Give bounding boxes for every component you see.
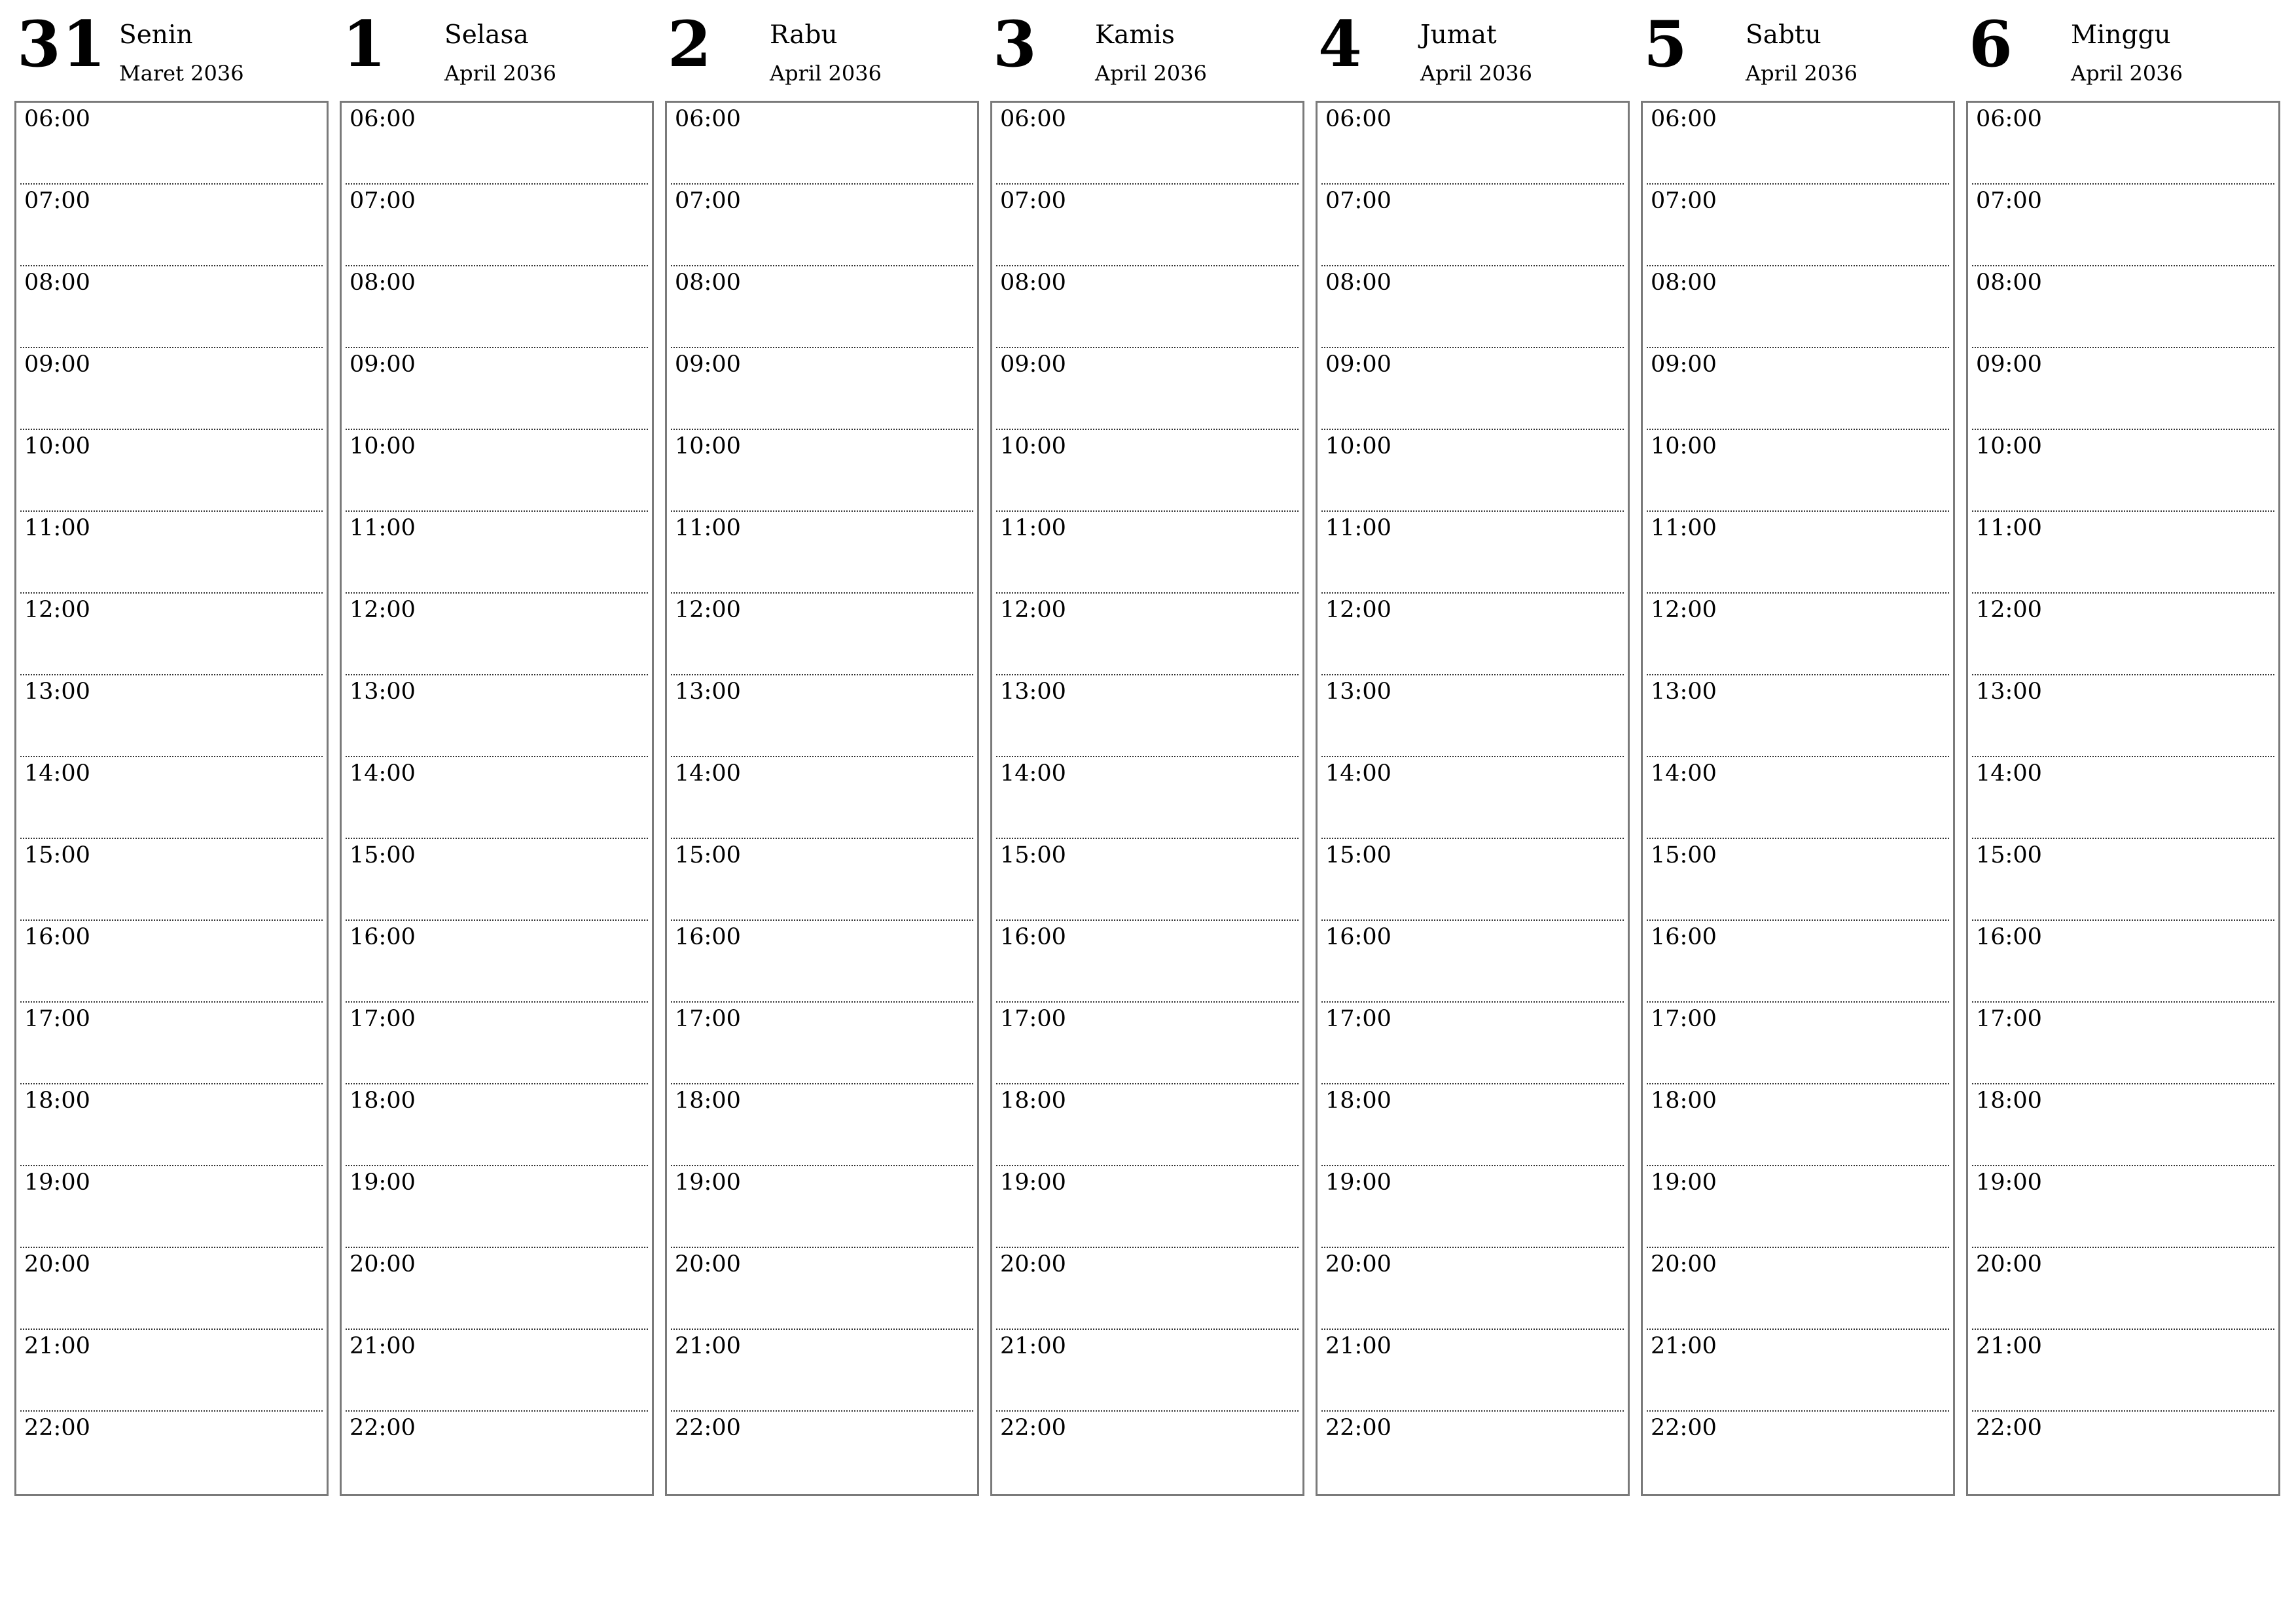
time-label: 22:00 <box>1976 1415 2042 1441</box>
time-slot <box>1647 1003 1949 1084</box>
time-label: 09:00 <box>675 351 741 378</box>
time-slot <box>1647 185 1949 266</box>
time-slot <box>996 921 1299 1003</box>
time-label: 19:00 <box>1325 1169 1391 1196</box>
time-slot <box>346 1330 648 1412</box>
time-slot <box>346 1003 648 1084</box>
weekly-planner <box>14 0 2287 1505</box>
month-year: April 2036 <box>1746 61 1857 86</box>
time-slot <box>346 1166 648 1248</box>
time-label: 18:00 <box>350 1088 416 1114</box>
time-slot <box>671 266 973 348</box>
time-slot <box>996 348 1299 430</box>
time-slot <box>1321 675 1624 757</box>
time-label: 17:00 <box>24 1006 90 1032</box>
time-slot <box>1321 1003 1624 1084</box>
day-column <box>1966 0 2279 1499</box>
time-slot <box>1647 921 1949 1003</box>
time-label: 07:00 <box>1000 188 1066 214</box>
time-slot <box>346 921 648 1003</box>
time-label: 16:00 <box>1651 924 1717 950</box>
time-slot <box>671 348 973 430</box>
time-slot <box>1321 1166 1624 1248</box>
time-slot <box>1321 430 1624 512</box>
month-year: April 2036 <box>444 61 556 86</box>
time-slot <box>20 757 323 839</box>
time-label: 08:00 <box>1651 270 1717 296</box>
time-slot <box>996 1330 1299 1412</box>
time-label: 16:00 <box>675 924 741 950</box>
time-slot <box>1972 348 2274 430</box>
time-label: 15:00 <box>1325 842 1391 868</box>
day-header <box>990 0 1303 98</box>
time-label: 11:00 <box>675 515 741 541</box>
time-label: 12:00 <box>675 597 741 623</box>
time-label: 07:00 <box>675 188 741 214</box>
day-number: 4 <box>1318 7 1363 81</box>
time-slot <box>20 1003 323 1084</box>
time-label: 06:00 <box>675 106 741 132</box>
time-label: 14:00 <box>1000 760 1066 787</box>
time-label: 06:00 <box>350 106 416 132</box>
month-year: April 2036 <box>1420 61 1532 86</box>
time-label: 21:00 <box>350 1333 416 1359</box>
time-slot <box>346 1248 648 1330</box>
time-slot <box>671 594 973 675</box>
time-slot <box>1972 757 2274 839</box>
time-label: 18:00 <box>675 1088 741 1114</box>
time-slot <box>1321 1084 1624 1166</box>
day-schedule-box <box>665 101 979 1496</box>
time-slot <box>1321 348 1624 430</box>
time-label: 21:00 <box>1325 1333 1391 1359</box>
time-label: 08:00 <box>350 270 416 296</box>
time-label: 17:00 <box>675 1006 741 1032</box>
time-slot <box>346 757 648 839</box>
time-label: 10:00 <box>350 433 416 459</box>
day-name: Minggu <box>2071 20 2171 50</box>
time-slot <box>671 757 973 839</box>
time-label: 13:00 <box>1976 679 2042 705</box>
time-label: 13:00 <box>24 679 90 705</box>
time-label: 18:00 <box>1651 1088 1717 1114</box>
time-label: 20:00 <box>1976 1251 2042 1277</box>
time-slot <box>996 103 1299 185</box>
time-label: 08:00 <box>1000 270 1066 296</box>
time-slot <box>1972 1330 2274 1412</box>
time-label: 18:00 <box>24 1088 90 1114</box>
time-slot <box>1321 757 1624 839</box>
time-label: 08:00 <box>1976 270 2042 296</box>
day-header <box>1316 0 1628 98</box>
day-column <box>990 0 1303 1499</box>
time-label: 07:00 <box>1325 188 1391 214</box>
time-label: 09:00 <box>1325 351 1391 378</box>
time-slot <box>996 1412 1299 1493</box>
time-label: 16:00 <box>24 924 90 950</box>
day-number: 5 <box>1643 7 1689 81</box>
time-label: 14:00 <box>350 760 416 787</box>
time-label: 22:00 <box>675 1415 741 1441</box>
day-schedule-box <box>340 101 654 1496</box>
month-year: April 2036 <box>770 61 882 86</box>
time-label: 21:00 <box>1976 1333 2042 1359</box>
time-label: 19:00 <box>350 1169 416 1196</box>
day-column <box>340 0 653 1499</box>
time-slot <box>1321 1412 1624 1493</box>
time-label: 20:00 <box>350 1251 416 1277</box>
month-year: April 2036 <box>1095 61 1207 86</box>
day-header <box>1966 0 2279 98</box>
time-slot <box>1972 266 2274 348</box>
time-slot <box>346 103 648 185</box>
time-slot <box>20 921 323 1003</box>
time-slot <box>1647 266 1949 348</box>
time-slot <box>996 757 1299 839</box>
time-label: 06:00 <box>24 106 90 132</box>
time-slot <box>1647 594 1949 675</box>
time-label: 11:00 <box>1325 515 1391 541</box>
time-label: 15:00 <box>1000 842 1066 868</box>
time-slot <box>20 103 323 185</box>
time-slot <box>1647 430 1949 512</box>
time-label: 22:00 <box>1000 1415 1066 1441</box>
time-slot <box>1647 1330 1949 1412</box>
time-slot <box>996 512 1299 594</box>
time-label: 09:00 <box>1976 351 2042 378</box>
time-label: 13:00 <box>350 679 416 705</box>
time-label: 16:00 <box>1976 924 2042 950</box>
time-label: 20:00 <box>1325 1251 1391 1277</box>
time-slot <box>346 185 648 266</box>
time-slot <box>346 1412 648 1493</box>
day-schedule-box <box>1641 101 1955 1496</box>
time-label: 06:00 <box>1325 106 1391 132</box>
time-slot <box>20 1248 323 1330</box>
time-label: 10:00 <box>1651 433 1717 459</box>
time-slot <box>1972 839 2274 921</box>
day-header <box>665 0 978 98</box>
time-label: 07:00 <box>1976 188 2042 214</box>
day-name: Jumat <box>1420 20 1497 50</box>
time-label: 16:00 <box>350 924 416 950</box>
day-number: 2 <box>668 7 713 81</box>
time-label: 10:00 <box>24 433 90 459</box>
time-label: 17:00 <box>1976 1006 2042 1032</box>
day-name: Senin <box>119 20 193 50</box>
time-slot <box>1972 103 2274 185</box>
time-slot <box>996 594 1299 675</box>
time-slot <box>20 594 323 675</box>
time-slot <box>671 1330 973 1412</box>
time-label: 16:00 <box>1000 924 1066 950</box>
time-slot <box>671 1003 973 1084</box>
time-label: 13:00 <box>1000 679 1066 705</box>
time-label: 13:00 <box>1325 679 1391 705</box>
time-slot <box>346 348 648 430</box>
time-slot <box>1647 103 1949 185</box>
time-slot <box>1647 757 1949 839</box>
time-label: 22:00 <box>350 1415 416 1441</box>
time-slot <box>1647 1084 1949 1166</box>
time-slot <box>20 348 323 430</box>
time-slot <box>1647 1166 1949 1248</box>
time-slot <box>671 1412 973 1493</box>
time-slot <box>346 512 648 594</box>
day-name: Sabtu <box>1746 20 1821 50</box>
time-label: 15:00 <box>1976 842 2042 868</box>
time-label: 12:00 <box>24 597 90 623</box>
time-label: 18:00 <box>1000 1088 1066 1114</box>
time-label: 08:00 <box>1325 270 1391 296</box>
time-label: 17:00 <box>1325 1006 1391 1032</box>
day-schedule-box <box>1966 101 2280 1496</box>
time-label: 08:00 <box>675 270 741 296</box>
time-label: 12:00 <box>1000 597 1066 623</box>
time-label: 13:00 <box>1651 679 1717 705</box>
time-label: 11:00 <box>1976 515 2042 541</box>
time-label: 11:00 <box>350 515 416 541</box>
time-slot <box>20 839 323 921</box>
time-slot <box>20 1084 323 1166</box>
time-slot <box>1647 675 1949 757</box>
time-slot <box>1972 430 2274 512</box>
time-slot <box>20 1330 323 1412</box>
time-label: 12:00 <box>1976 597 2042 623</box>
day-schedule-box <box>990 101 1304 1496</box>
time-label: 18:00 <box>1976 1088 2042 1114</box>
time-slot <box>20 1412 323 1493</box>
day-name: Kamis <box>1095 20 1175 50</box>
time-label: 17:00 <box>1651 1006 1717 1032</box>
time-slot <box>671 1248 973 1330</box>
time-slot <box>346 266 648 348</box>
time-label: 22:00 <box>24 1415 90 1441</box>
time-label: 22:00 <box>1651 1415 1717 1441</box>
time-label: 19:00 <box>1651 1169 1717 1196</box>
time-label: 20:00 <box>24 1251 90 1277</box>
time-label: 07:00 <box>1651 188 1717 214</box>
time-label: 07:00 <box>24 188 90 214</box>
day-schedule-box <box>14 101 329 1496</box>
time-slot <box>1647 348 1949 430</box>
time-label: 17:00 <box>350 1006 416 1032</box>
time-label: 19:00 <box>675 1169 741 1196</box>
time-label: 21:00 <box>675 1333 741 1359</box>
time-slot <box>1321 1248 1624 1330</box>
time-label: 17:00 <box>1000 1006 1066 1032</box>
time-label: 11:00 <box>1000 515 1066 541</box>
time-slot <box>1321 1330 1624 1412</box>
time-slot <box>20 512 323 594</box>
time-label: 15:00 <box>675 842 741 868</box>
time-slot <box>996 839 1299 921</box>
day-number: 3 <box>993 7 1038 81</box>
time-slot <box>1647 1248 1949 1330</box>
time-slot <box>1972 185 2274 266</box>
day-column <box>665 0 978 1499</box>
time-slot <box>1321 594 1624 675</box>
time-label: 10:00 <box>1325 433 1391 459</box>
time-label: 10:00 <box>675 433 741 459</box>
time-label: 12:00 <box>350 597 416 623</box>
time-slot <box>1972 675 2274 757</box>
time-slot <box>1972 1003 2274 1084</box>
time-slot <box>671 1084 973 1166</box>
time-slot <box>1321 266 1624 348</box>
time-slot <box>671 430 973 512</box>
time-slot <box>20 266 323 348</box>
time-slot <box>996 1003 1299 1084</box>
time-label: 20:00 <box>675 1251 741 1277</box>
time-label: 22:00 <box>1325 1415 1391 1441</box>
time-label: 09:00 <box>1651 351 1717 378</box>
time-label: 19:00 <box>1000 1169 1066 1196</box>
day-column <box>1316 0 1628 1499</box>
time-label: 21:00 <box>1651 1333 1717 1359</box>
time-slot <box>20 185 323 266</box>
time-slot <box>1321 839 1624 921</box>
time-slot <box>996 185 1299 266</box>
time-label: 11:00 <box>24 515 90 541</box>
time-slot <box>1972 1412 2274 1493</box>
time-label: 20:00 <box>1000 1251 1066 1277</box>
day-number: 1 <box>342 7 387 81</box>
day-number: 31 <box>17 7 107 81</box>
month-year: April 2036 <box>2071 61 2183 86</box>
time-label: 06:00 <box>1651 106 1717 132</box>
time-label: 14:00 <box>1325 760 1391 787</box>
time-label: 15:00 <box>1651 842 1717 868</box>
time-slot <box>1972 1084 2274 1166</box>
time-label: 15:00 <box>350 842 416 868</box>
time-label: 20:00 <box>1651 1251 1717 1277</box>
time-label: 09:00 <box>24 351 90 378</box>
time-label: 21:00 <box>1000 1333 1066 1359</box>
day-column <box>1641 0 1954 1499</box>
time-slot <box>1972 1166 2274 1248</box>
time-label: 09:00 <box>1000 351 1066 378</box>
time-label: 08:00 <box>24 270 90 296</box>
time-slot <box>996 1084 1299 1166</box>
time-label: 06:00 <box>1000 106 1066 132</box>
time-label: 06:00 <box>1976 106 2042 132</box>
time-slot <box>1321 921 1624 1003</box>
day-name: Rabu <box>770 20 838 50</box>
time-slot <box>996 430 1299 512</box>
time-slot <box>1972 594 2274 675</box>
day-number: 6 <box>1969 7 2014 81</box>
time-slot <box>346 839 648 921</box>
time-slot <box>20 675 323 757</box>
time-label: 12:00 <box>1651 597 1717 623</box>
time-slot <box>996 266 1299 348</box>
time-label: 18:00 <box>1325 1088 1391 1114</box>
time-slot <box>1647 1412 1949 1493</box>
time-label: 14:00 <box>1651 760 1717 787</box>
time-slot <box>1321 512 1624 594</box>
time-slot <box>20 1166 323 1248</box>
time-slot <box>996 1166 1299 1248</box>
time-label: 07:00 <box>350 188 416 214</box>
day-name: Selasa <box>444 20 529 50</box>
time-slot <box>671 921 973 1003</box>
time-slot <box>671 839 973 921</box>
time-label: 15:00 <box>24 842 90 868</box>
time-slot <box>671 675 973 757</box>
time-label: 10:00 <box>1000 433 1066 459</box>
time-label: 09:00 <box>350 351 416 378</box>
time-label: 19:00 <box>1976 1169 2042 1196</box>
day-column <box>14 0 327 1499</box>
time-label: 14:00 <box>1976 760 2042 787</box>
time-slot <box>1972 512 2274 594</box>
time-label: 19:00 <box>24 1169 90 1196</box>
time-slot <box>1972 1248 2274 1330</box>
time-slot <box>671 512 973 594</box>
time-slot <box>996 1248 1299 1330</box>
time-slot <box>1321 103 1624 185</box>
time-label: 16:00 <box>1325 924 1391 950</box>
time-label: 14:00 <box>24 760 90 787</box>
day-header <box>14 0 327 98</box>
time-label: 11:00 <box>1651 515 1717 541</box>
time-label: 12:00 <box>1325 597 1391 623</box>
time-slot <box>671 103 973 185</box>
time-label: 14:00 <box>675 760 741 787</box>
time-label: 13:00 <box>675 679 741 705</box>
time-slot <box>671 185 973 266</box>
time-slot <box>996 675 1299 757</box>
day-schedule-box <box>1316 101 1630 1496</box>
time-slot <box>346 594 648 675</box>
time-slot <box>20 430 323 512</box>
day-header <box>340 0 653 98</box>
time-slot <box>1647 512 1949 594</box>
time-label: 21:00 <box>24 1333 90 1359</box>
month-year: Maret 2036 <box>119 61 244 86</box>
day-header <box>1641 0 1954 98</box>
time-slot <box>1972 921 2274 1003</box>
time-label: 10:00 <box>1976 433 2042 459</box>
time-slot <box>1647 839 1949 921</box>
time-slot <box>671 1166 973 1248</box>
time-slot <box>346 1084 648 1166</box>
time-slot <box>346 675 648 757</box>
time-slot <box>346 430 648 512</box>
time-slot <box>1321 185 1624 266</box>
